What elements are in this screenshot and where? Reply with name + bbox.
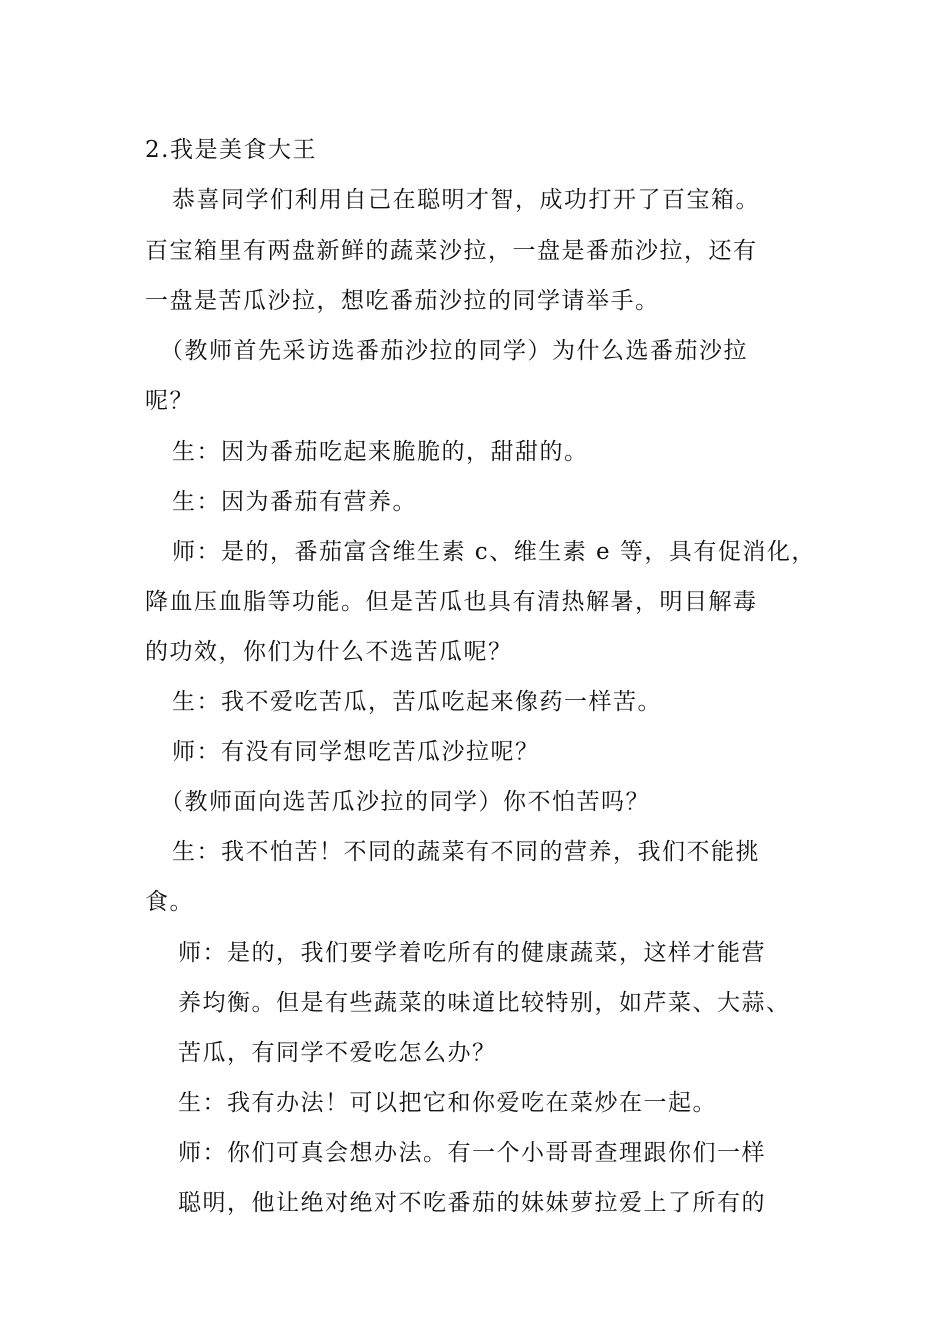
paragraph-line: 恭喜同学们利用自己在聪明才智，成功打开了百宝箱。 <box>172 187 760 213</box>
paragraph-line: 养均衡。但是有些蔬菜的味道比较特别，如芹菜、大蒜、 <box>178 990 791 1016</box>
paragraph-line: 聪明，他让绝对绝对不吃番茄的妹妹萝拉爱上了所有的 <box>178 1190 766 1216</box>
paragraph-line: 百宝箱里有两盘新鲜的蔬菜沙拉，一盘是番茄沙拉，还有 <box>145 238 758 264</box>
paragraph-line: 生：因为番茄有营养。 <box>172 489 417 515</box>
paragraph-line: 师：是的，番茄富含维生素 c、维生素 e 等，具有促消化， <box>172 539 816 565</box>
paragraph-line: 生：我不爱吃苦瓜，苦瓜吃起来像药一样苦。 <box>172 689 662 715</box>
paragraph-line: 呢？ <box>145 388 194 414</box>
paragraph-line: 降血压血脂等功能。但是苦瓜也具有清热解暑，明目解毒 <box>145 589 758 615</box>
paragraph-line: 一盘是苦瓜沙拉，想吃番茄沙拉的同学请举手。 <box>145 288 660 314</box>
paragraph-line: 的功效，你们为什么不选苦瓜呢？ <box>145 639 513 665</box>
paragraph-line: 生：我不怕苦！不同的蔬菜有不同的营养，我们不能挑 <box>172 839 760 865</box>
paragraph-line: 师：是的，我们要学着吃所有的健康蔬菜，这样才能营 <box>178 940 766 966</box>
paragraph-line: 师：你们可真会想办法。有一个小哥哥查理跟你们一样 <box>178 1140 766 1166</box>
paragraph-line: 苦瓜，有同学不爱吃怎么办？ <box>178 1040 497 1066</box>
paragraph-line: （教师面向选苦瓜沙拉的同学）你不怕苦吗？ <box>160 789 650 815</box>
paragraph-line: 食。 <box>145 889 194 915</box>
paragraph-line: （教师首先采访选番茄沙拉的同学）为什么选番茄沙拉 <box>160 338 748 364</box>
paragraph-line: 生：我有办法！可以把它和你爱吃在菜炒在一起。 <box>178 1090 717 1116</box>
paragraph-line: 生：因为番茄吃起来脆脆的，甜甜的。 <box>172 439 589 465</box>
paragraph-line: 师：有没有同学想吃苦瓜沙拉呢？ <box>172 739 540 765</box>
section-heading: 2.我是美食大王 <box>145 137 317 163</box>
